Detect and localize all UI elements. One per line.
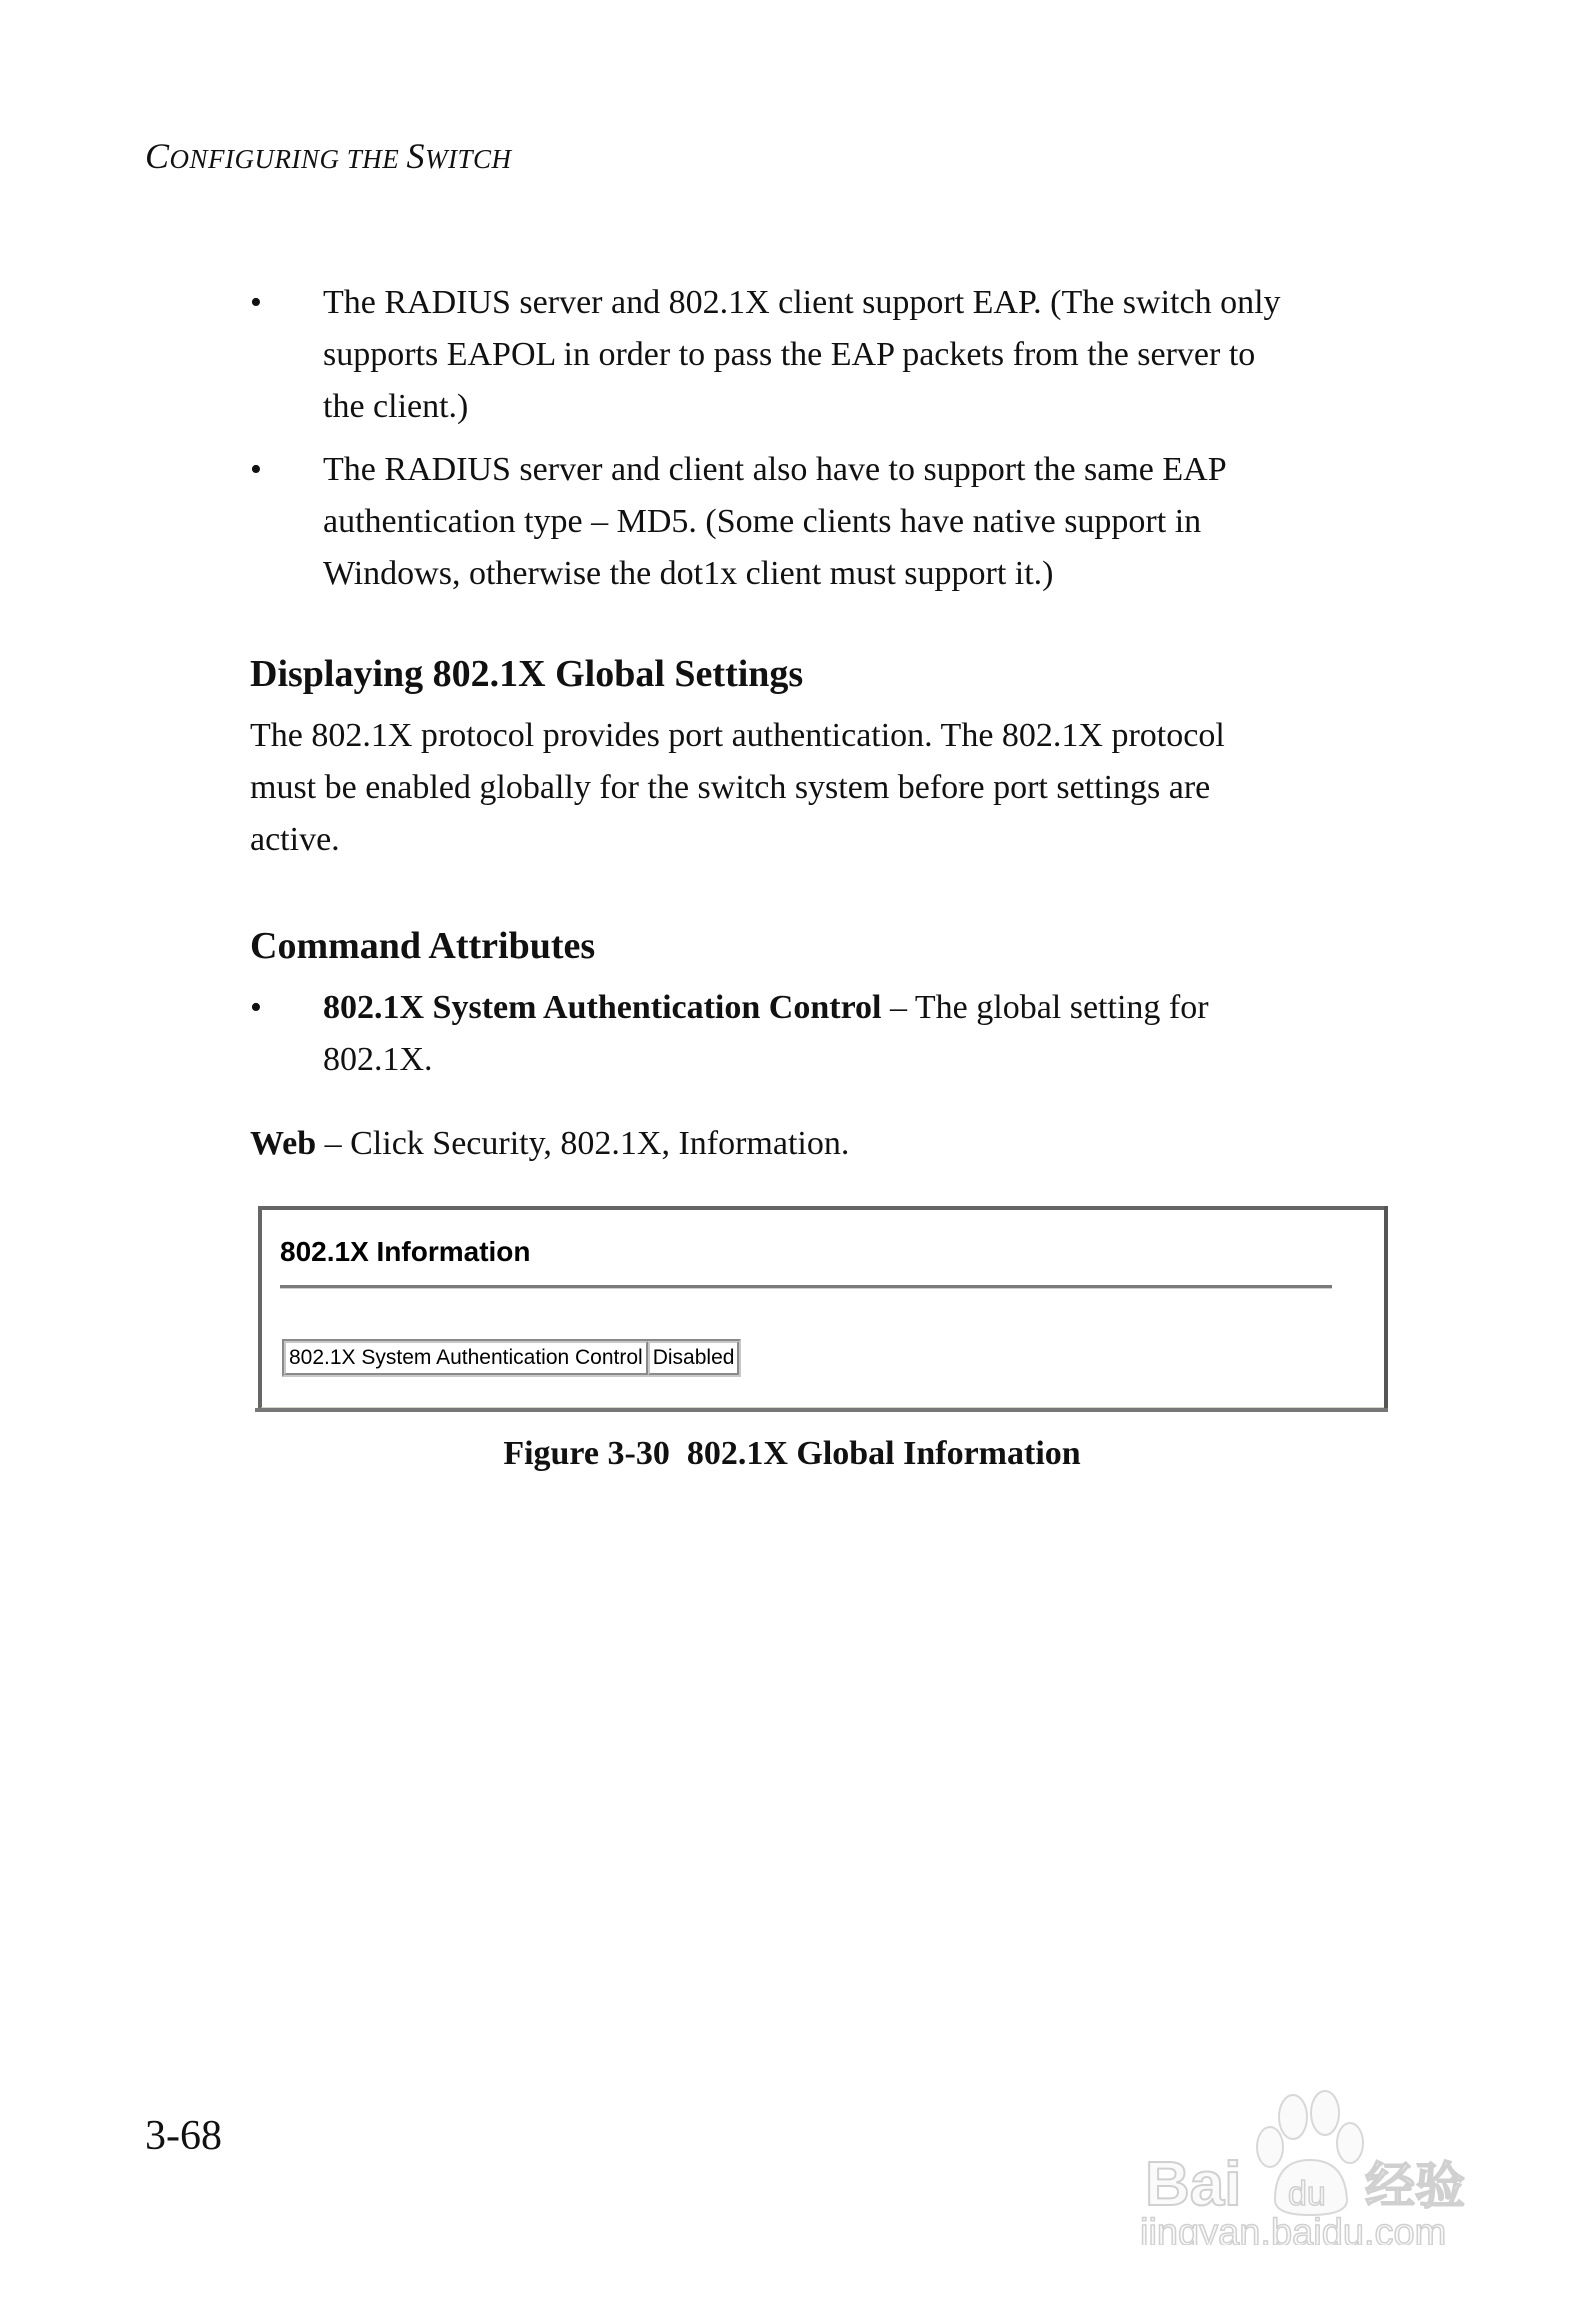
table-value-cell: Disabled xyxy=(648,1341,740,1375)
watermark-brand: Bai xyxy=(1145,2150,1242,2219)
text-line: The 802.1X protocol provides port authentication. The 802.1X protocol xyxy=(250,717,1225,754)
attribute-desc: – The global setting for xyxy=(881,989,1209,1026)
watermark-cn: 经验 xyxy=(1365,2157,1465,2215)
figure-divider xyxy=(280,1285,1332,1289)
web-text: – Click Security, 802.1X, Information. xyxy=(316,1125,850,1162)
bullet-text xyxy=(323,444,1413,600)
bullet-icon: • xyxy=(250,989,262,1026)
section-paragraph xyxy=(250,710,1410,866)
attribute-desc-cont: 802.1X. xyxy=(323,1041,433,1078)
baidu-paw-icon xyxy=(1125,2065,1495,2245)
attribute-item xyxy=(250,982,1410,1086)
bullet-item xyxy=(250,444,1410,600)
text-line: The RADIUS server and client also have to support the same EAP xyxy=(323,451,1227,488)
page-number: 3-68 xyxy=(145,2113,222,2159)
text-line: must be enabled globally for the switch system before port settings are xyxy=(250,769,1211,806)
text-line: authentication type – MD5. (Some clients have native support in xyxy=(323,503,1202,540)
watermark xyxy=(1125,2065,1495,2245)
table-row xyxy=(284,1341,739,1375)
running-head-cap-s: S xyxy=(406,136,426,176)
text-line: Windows, otherwise the dot1x client must support it.) xyxy=(323,555,1054,592)
text-line: supports EAPOL in order to pass the EAP packets from the server to xyxy=(323,336,1256,373)
bullet-icon: • xyxy=(250,284,262,321)
watermark-url: jingyan.baidu.com xyxy=(1140,2212,1447,2245)
info-table xyxy=(282,1339,741,1377)
running-head-part-1: ONFIGURING THE xyxy=(169,144,407,174)
watermark-du: du xyxy=(1288,2175,1326,2213)
attributes-heading: Command Attributes xyxy=(250,925,596,967)
bullet-item xyxy=(250,277,1410,433)
figure-title: 802.1X Information xyxy=(280,1236,531,1267)
running-head xyxy=(145,135,512,177)
figure-border-right xyxy=(1384,1206,1388,1412)
running-head-part-2: WITCH xyxy=(425,144,512,174)
text-line: active. xyxy=(250,821,340,858)
figure-caption: Figure 3-30 802.1X Global Information xyxy=(503,1435,1081,1472)
bullet-icon: • xyxy=(250,451,262,488)
bullet-text xyxy=(323,277,1413,433)
web-instruction xyxy=(250,1118,849,1170)
table-label-cell: 802.1X System Authentication Control xyxy=(284,1341,648,1375)
section-heading: Displaying 802.1X Global Settings xyxy=(250,653,804,695)
attribute-term: 802.1X System Authentication Control xyxy=(323,989,882,1026)
attribute-text xyxy=(323,982,1413,1086)
figure-border-bottom xyxy=(255,1408,1388,1412)
text-line: the client.) xyxy=(323,388,469,425)
web-label: Web xyxy=(250,1125,317,1162)
text-line: The RADIUS server and 802.1X client support EAP. (The switch only xyxy=(323,284,1281,321)
running-head-cap-c: C xyxy=(145,136,170,176)
